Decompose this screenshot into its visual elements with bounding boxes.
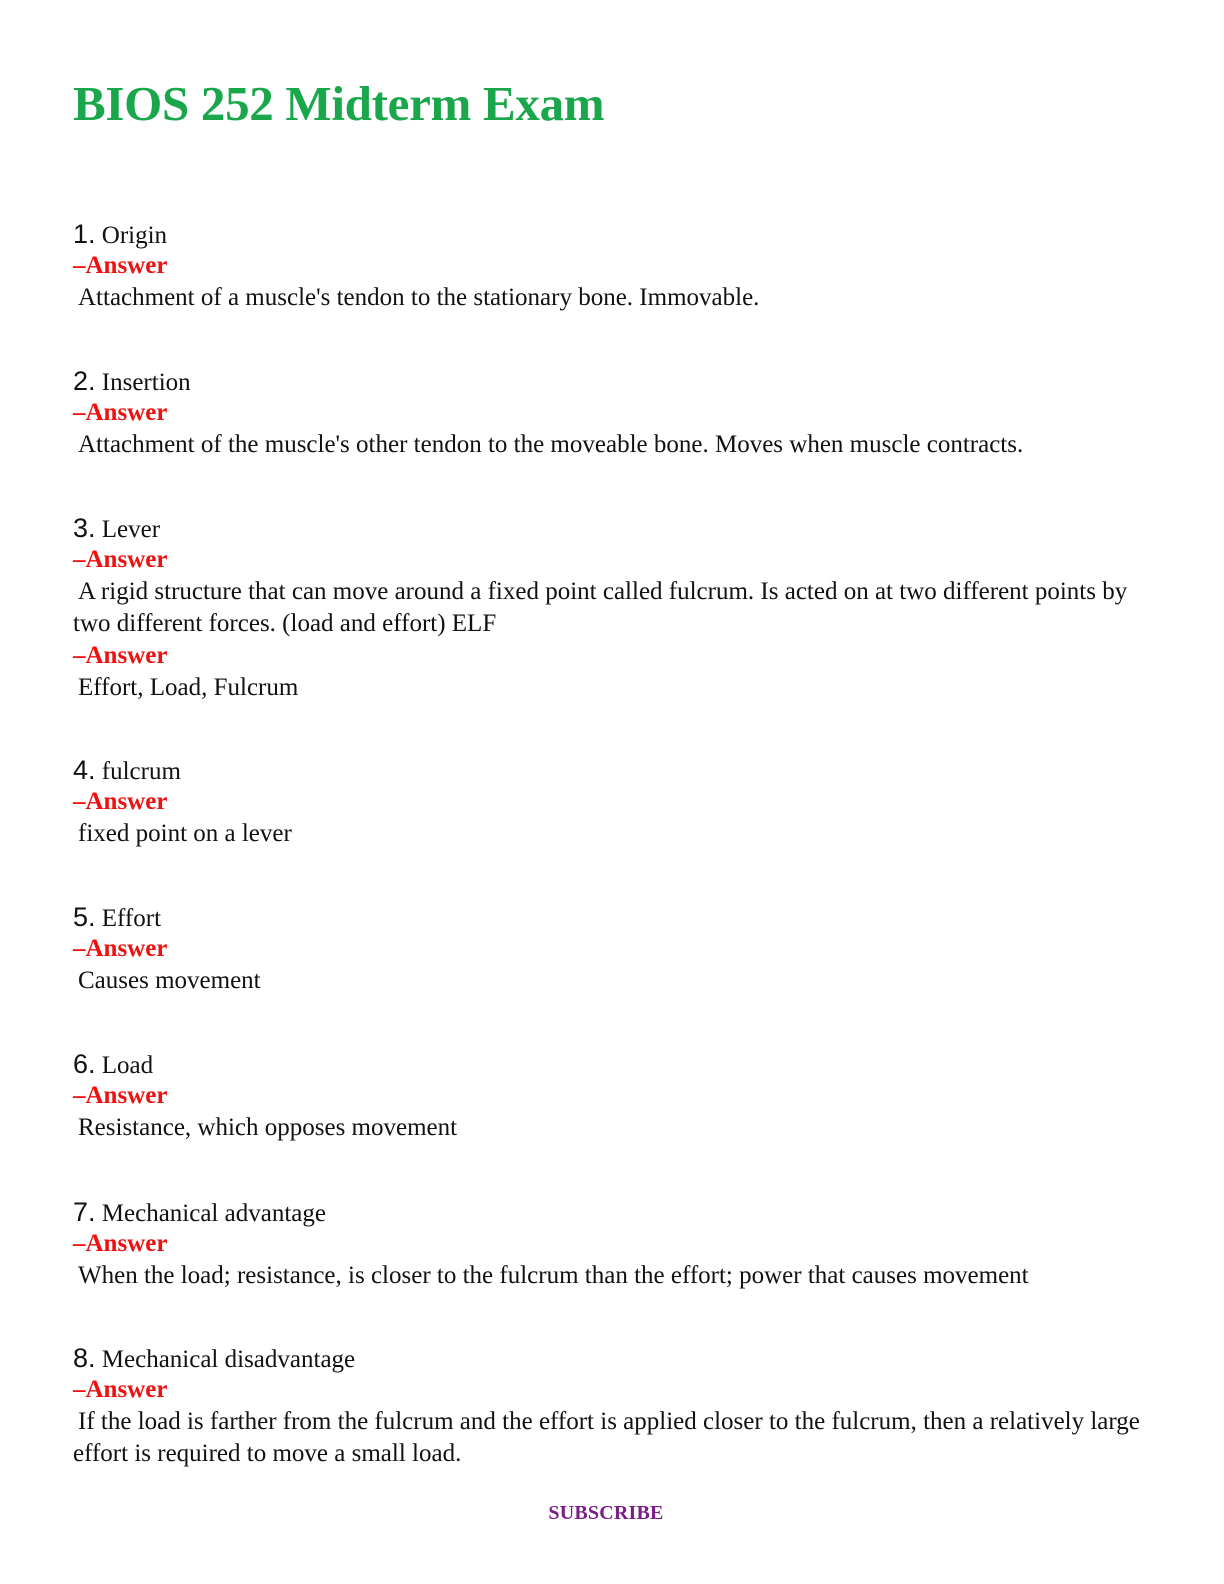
question-block — [73, 754, 1153, 850]
answer-text: fixed point on a lever — [78, 820, 292, 847]
question-term: Effort — [101, 905, 162, 932]
question-term: Load — [101, 1052, 154, 1079]
answer-text: Attachment of the muscle's other tendon to the moveable bone. Moves when muscle contracts. — [78, 431, 1024, 458]
question-line — [73, 754, 1153, 786]
answer-text: Resistance, which opposes movement — [78, 1114, 458, 1141]
answer-label: –Answer — [73, 252, 168, 279]
answer-text: When the load; resistance, is closer to the fulcrum than the effort; power that causes movement — [78, 1262, 1029, 1289]
answer-label: –Answer — [73, 1082, 168, 1109]
question-block — [73, 1342, 1153, 1470]
answer-text: Effort, Load, Fulcrum — [78, 674, 299, 701]
subscribe-link[interactable]: SUBSCRIBE — [548, 1502, 664, 1524]
question-number: 5. — [73, 902, 96, 932]
answer-text: Causes movement — [78, 967, 261, 994]
question-term: Insertion — [101, 369, 191, 396]
question-number: 1. — [73, 219, 96, 249]
question-line — [73, 218, 1153, 250]
question-line — [73, 512, 1153, 544]
question-number: 7. — [73, 1197, 96, 1227]
question-number: 6. — [73, 1049, 96, 1079]
question-line — [73, 1048, 1153, 1080]
question-block — [73, 1048, 1153, 1144]
question-term: Origin — [101, 222, 168, 249]
question-number: 8. — [73, 1343, 96, 1373]
page-title: BIOS 252 Midterm Exam — [73, 76, 605, 131]
question-number: 3. — [73, 513, 96, 543]
answer-label: –Answer — [73, 399, 168, 426]
answer-text: Attachment of a muscle's tendon to the stationary bone. Immovable. — [78, 284, 760, 311]
answer-label: –Answer — [73, 546, 168, 573]
question-block — [73, 218, 1153, 314]
question-term: fulcrum — [101, 758, 181, 785]
answer-label: –Answer — [73, 935, 168, 962]
question-line — [73, 1342, 1153, 1374]
question-number: 2. — [73, 366, 96, 396]
answer-text: If the load is farther from the fulcrum and the effort is applied closer to the fulcrum, then a relatively large effort is required to move a small load. — [73, 1408, 1140, 1467]
answer-text: A rigid structure that can move around a fixed point called fulcrum. Is acted on at two different points by two different forces. (load and effort) ELF — [73, 578, 1128, 637]
question-number: 4. — [73, 755, 96, 785]
answer-label: –Answer — [73, 788, 168, 815]
question-block — [73, 901, 1153, 997]
question-block — [73, 365, 1153, 461]
question-line — [73, 1196, 1153, 1228]
question-line — [73, 901, 1153, 933]
question-block — [73, 1196, 1153, 1292]
question-term: Mechanical advantage — [101, 1200, 326, 1227]
question-line — [73, 365, 1153, 397]
question-term: Mechanical disadvantage — [101, 1346, 356, 1373]
answer-label: –Answer — [73, 1376, 168, 1403]
question-block — [73, 512, 1153, 704]
question-term: Lever — [101, 516, 161, 543]
answer-label: –Answer — [73, 642, 168, 669]
answer-label: –Answer — [73, 1230, 168, 1257]
